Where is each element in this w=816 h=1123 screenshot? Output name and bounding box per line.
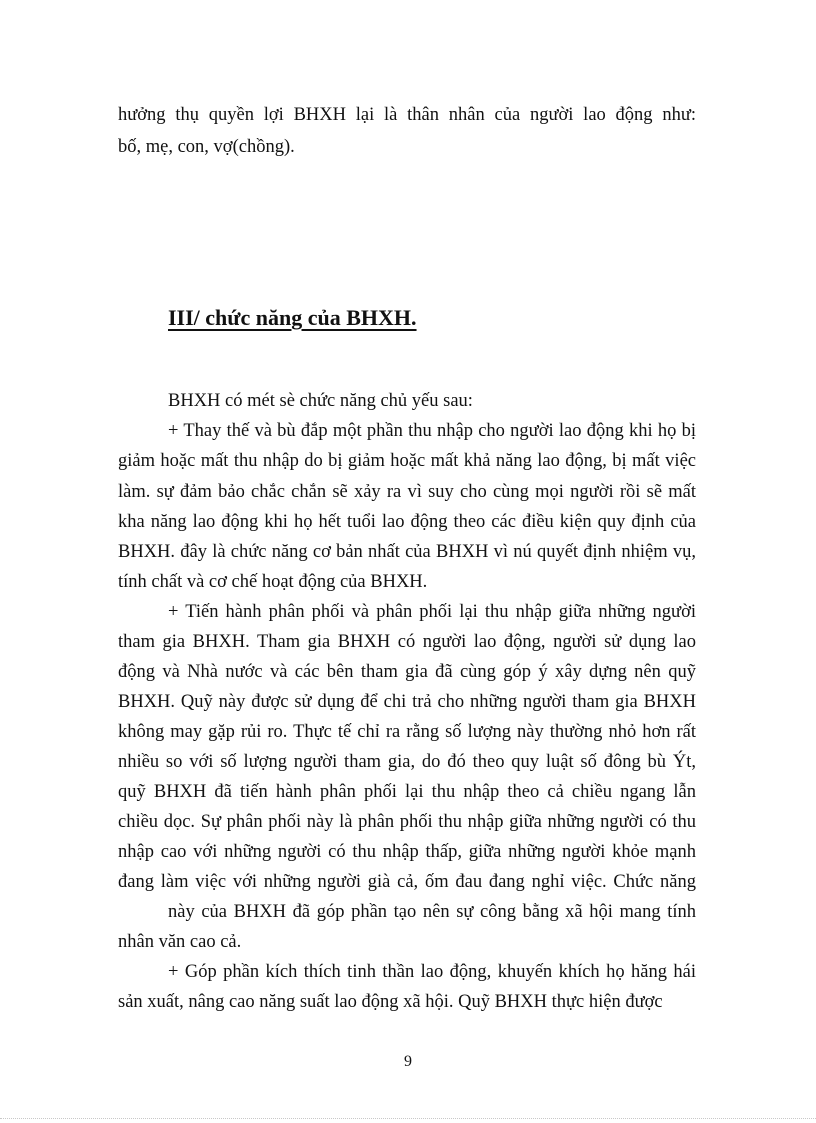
text-line: + Góp phần kích thích tinh thần lao động, khuyến khích họ hăng hái [168,962,696,982]
text-line: này của BHXH đã góp phần tạo nên sự công bằng xã hội mang tính [168,902,696,922]
text-line: tính chất và cơ chế hoạt động của BHXH. [118,572,428,592]
text-line: tham gia BHXH. Tham gia BHXH có người lao động, người sử dụng lao [118,632,696,652]
text-line: bố, mẹ, con, vợ(chồng). [118,137,295,157]
text-line: làm. sự đảm bảo chắc chắn sẽ xảy ra vì suy cho cùng mọi người rồi sẽ mất [118,482,696,502]
text-line: kha năng lao động khi họ hết tuổi lao động theo các điều kiện quy định của [118,512,696,532]
page-bottom-border [0,1118,816,1119]
text-line: động và Nhà nước và các bên tham gia đã cùng góp ý xây dựng nên quỹ [118,662,696,682]
text-line: + Tiến hành phân phối và phân phối lại thu nhập giữa những người [168,602,696,622]
text-line: đang làm việc với những người già cả, ốm đau đang nghỉ việc. Chức năng [118,872,696,892]
section-heading: III/ chức năng của BHXH. [168,305,417,330]
text-line: nhân văn cao cả. [118,932,242,952]
text-line: giảm hoặc mất thu nhập do bị giảm hoặc mất khả năng lao động, bị mất việc [118,451,696,471]
text-line: BHXH. đây là chức năng cơ bản nhất của BHXH vì nú quyết định nhiệm vụ, [118,542,696,562]
page-number: 9 [404,1053,412,1070]
text-line: BHXH. Quỹ này được sử dụng để chi trả cho những người tham gia BHXH [118,692,696,712]
text-line: nhập cao với những người có thu nhập thấp, giữa những người khỏe mạnh [118,842,696,862]
text-line: không may gặp rủi ro. Thực tế chỉ ra rằng số lượng này thường nhỏ hơn rất [118,722,696,742]
text-line: quỹ BHXH đã tiến hành phân phối lại thu nhập theo cả chiều ngang lẫn [118,782,696,802]
text-line: chiều dọc. Sự phân phối này là phân phối thu nhập giữa những người có thu [118,812,696,832]
text-line: nhiều so với số lượng người tham gia, do đó theo quy luật số đông bù Ýt, [118,752,696,772]
text-line: + Thay thế và bù đắp một phần thu nhập cho người lao động khi họ bị [168,421,696,441]
text-line: sản xuất, nâng cao năng suất lao động xã hội. Quỹ BHXH thực hiện được [118,992,663,1012]
text-line: hưởng thụ quyền lợi BHXH lại là thân nhân của người lao động như: [118,105,696,125]
text-line: BHXH có mét sè chức năng chủ yếu sau: [168,391,473,411]
